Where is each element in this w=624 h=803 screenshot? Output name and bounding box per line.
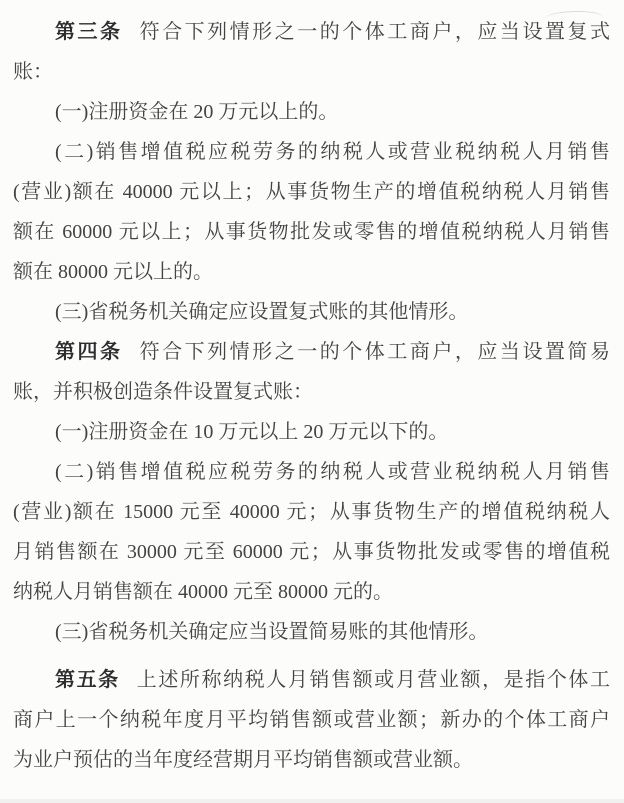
text-line: (一)注册资金在 20 万元以上的。: [55, 101, 339, 123]
text-line: 月销售额在 30000 元至 60000 元；从事货物批发或零售的增值税: [13, 541, 610, 563]
article-4-item-1: [13, 412, 610, 452]
text-line: 账，并积极创造条件设置复式账：: [13, 381, 313, 403]
article-3-item-1: [13, 92, 610, 132]
article-4-item-2: [13, 452, 610, 612]
article-3-paragraph: [13, 12, 610, 92]
article-number: 第三条: [55, 21, 123, 43]
text-line: (营业)额在 40000 元以上；从事货物生产的增值税纳税人月销售: [13, 181, 610, 203]
text-line: [13, 332, 610, 372]
text-line: (二)销售增值税应税劳务的纳税人或营业税纳税人月销售: [55, 141, 610, 163]
text-line: [13, 660, 610, 700]
text-line: (三)省税务机关确定应设置复式账的其他情形。: [55, 301, 469, 323]
article-5-paragraph: [13, 660, 610, 780]
article-4-item-3: [13, 612, 610, 652]
text-line: [13, 12, 610, 52]
text-line: 商户上一个纳税年度月平均销售额或营业额；新办的个体工商户: [13, 709, 610, 731]
page-bottom-edge: [0, 799, 624, 803]
text-line: (一)注册资金在 10 万元以上 20 万元以下的。: [55, 421, 449, 443]
article-text: 上述所称纳税人月销售额或月营业额，是指个体工: [136, 669, 610, 691]
article-number: 第五条: [55, 669, 120, 691]
article-3-item-2: [13, 132, 610, 292]
article-4-paragraph: [13, 332, 610, 412]
article-3-item-3: [13, 292, 610, 332]
text-line: 纳税人月销售额在 40000 元至 80000 元的。: [13, 581, 393, 603]
text-line: (营业)额在 15000 元至 40000 元；从事货物生产的增值税纳税人: [13, 501, 610, 523]
text-line: (三)省税务机关确定应当设置简易账的其他情形。: [55, 621, 489, 643]
text-line: 为业户预估的当年度经营期月平均销售额或营业额。: [13, 749, 473, 771]
article-text: 符合下列情形之一的个体工商户，应当设置复式: [139, 21, 610, 43]
text-line: 额在 80000 元以上的。: [13, 261, 213, 283]
article-number: 第四条: [55, 341, 123, 363]
text-line: (二)销售增值税应税劳务的纳税人或营业税纳税人月销售: [55, 461, 610, 483]
text-line: 额在 60000 元以上；从事货物批发或零售的增值税纳税人月销售: [13, 221, 610, 243]
article-text: 符合下列情形之一的个体工商户，应当设置简易: [139, 341, 610, 363]
text-line: 账：: [13, 61, 53, 83]
